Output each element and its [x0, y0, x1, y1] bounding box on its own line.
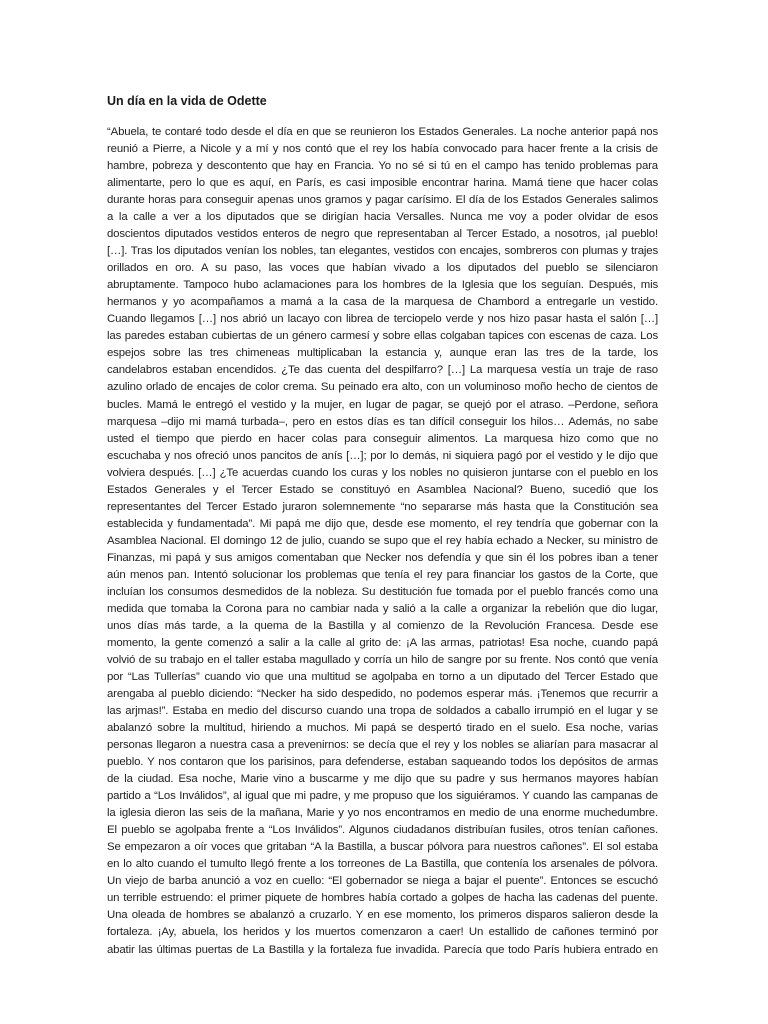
body-line: pueblo. Y nos contaron que los parisinos, para defenderse, estaban saqueando todos los depósitos de armas	[107, 756, 658, 769]
body-line: Se empezaron a oír voces que gritaban “A la Bastilla, a buscar pólvora para nuestros cañones”. El sol estaba	[107, 841, 658, 854]
body-line: escuchaba y nos ofreció unos pancitos de anís […]; por lo demás, ni siquiera pagó por el vestido y le dijo que	[107, 449, 658, 462]
body-line: volviera después. […] ¿Te acuerdas cuando los curas y los nobles no quisieron juntarse con el pueblo en los	[107, 466, 658, 479]
body-line: la iglesia dieron las seis de la mañana, Marie y yo nos encontramos en medio de una enorme muchedumbre.	[107, 807, 658, 820]
body-line: Asamblea Nacional. El domingo 12 de julio, cuando se supo que el rey había echado a Necker, su ministro de	[107, 534, 658, 547]
document-body	[107, 124, 658, 959]
body-line: Finanzas, mi papá y sus amigos comentaban que Necker nos defendía y que sin él los pobres iban a tener	[107, 551, 658, 564]
body-line: reunió a Pierre, a Nicole y a mí y nos contó que el rey los había convocado para hacer frente a la crisis de	[107, 143, 658, 156]
body-line: Un viejo de barba anunció a voz en cuello: “El gobernador se niega a bajar el puente”. Entonces se escuchó	[107, 875, 658, 888]
body-line: personas llegaron a nuestra casa a prevenirnos: se decía que el rey y los nobles se aliarían para masacrar al	[107, 739, 658, 752]
body-line: marquesa –dijo mi mamá turbada–, pero en estos días es tan difícil conseguir los hilos… Además, no sabe	[107, 415, 658, 428]
body-line: Cuando llegamos […] nos abrió un lacayo con librea de terciopelo verde y nos hizo pasar hasta el salón […]	[107, 313, 658, 326]
body-line: medida que tomaba la Corona para no cambiar nada y salió a la calle a organizar la rebelión que dio lugar,	[107, 602, 658, 615]
body-line: abruptamente. Tampoco hubo aclamaciones para los hombres de la Iglesia que los seguían. Después, mis	[107, 279, 658, 292]
body-line: fortaleza. ¡Ay, abuela, los heridos y los muertos comenzaron a caer! Un estallido de cañones terminó por	[107, 926, 658, 939]
body-line: por “Las Tullerías” cuando vio que una multitud se agolpaba en torno a un diputado del Tercer Estado que	[107, 671, 658, 683]
body-line: doscientos diputados vestidos enteros de negro que representaban al Tercer Estado, a nosotros, ¡al pueblo!	[107, 228, 658, 241]
body-line: “Abuela, te contaré todo desde el día en que se reunieron los Estados Generales. La noche anterior papá nos	[107, 126, 658, 138]
body-line: abalanzó sobre la multitud, hiriendo a muchos. Mi papá se despertó tirado en el suelo. Esa noche, varias	[107, 722, 658, 735]
body-line: El pueblo se agolpaba frente a “Los Inválidos”. Algunos ciudadanos distribuían fusiles, otros tenían cañones.	[107, 824, 658, 837]
body-line: incluían los consumos desmedidos de la nobleza. Su destitución fue tomada por el pueblo francés como una	[107, 585, 658, 598]
body-line: Estados Generales y el Tercer Estado se constituyó en Asamblea Nacional? Bueno, sucedió que los	[107, 483, 658, 496]
body-line: en lo alto cuando el tumulto llegó frente a los torreones de La Bastilla, que contenía los arsenales de pólvora.	[107, 858, 658, 871]
body-line: espejos sobre las tres chimeneas multiplicaban la estancia y, aunque eran las tres de la tarde, los	[107, 347, 658, 360]
body-line: azulino orlado de encajes de color crema. Su peinado era alto, con un voluminoso moño hecho de cientos de	[107, 381, 658, 394]
body-line: unos días más tarde, a la quema de la Bastilla y al comienzo de la Revolución Francesa. Desde ese	[107, 619, 658, 632]
body-line: Una oleada de hombres se abalanzó a cruzarlo. Y en ese momento, los primeros disparos salieron desde la	[107, 909, 658, 922]
body-line: representantes del Tercer Estado juraron solemnemente “no separarse más hasta que la Constitución sea	[107, 500, 658, 513]
body-line: momento, la gente comenzó a salir a la calle al grito de: ¡A las armas, patriotas! Esa noche, cuando papá	[107, 636, 658, 649]
body-line: arengaba al pueblo diciendo: “Necker ha sido despedido, no podemos esperar más. ¡Tenemos que recurrir a	[107, 688, 658, 701]
body-line: las arjmas!”. Estaba en medio del discurso cuando una tropa de soldados a caballo irrumpió en el lugar y se	[107, 705, 658, 718]
body-line: hambre, pobreza y descontento que hay en Francia. Yo no sé si tú en el campo has tenido problemas para	[107, 160, 658, 173]
body-line: hermanos y yo acompañamos a mamá a la casa de la marquesa de Chambord a entregarle un vestido.	[107, 296, 658, 309]
body-line: establecida y fundamentada”. Mi papá me dijo que, desde ese momento, el rey tendría que gobernar con la	[107, 517, 658, 530]
body-line: alimentarte, pero lo que es aquí, en París, es casi imposible encontrar harina. Mamá tiene que hacer colas	[107, 177, 658, 190]
body-line: volvió de su trabajo en el taller estaba magullado y corría un hilo de sangre por su frente. Nos contó que venía	[107, 653, 658, 666]
body-line: candelabros estaban encendidos. ¿Te das cuenta del despilfarro? […] La marquesa vestía un traje de raso	[107, 364, 658, 377]
body-line: un terrible estruendo: el primer piquete de hombres había cortado a golpes de hacha las cadenas del puente.	[107, 892, 658, 905]
body-line: orillados en oro. A su paso, las voces que habían vivado a los diputados del pueblo se silenciaron	[107, 262, 658, 275]
body-line: las paredes estaban cubiertas de un género carmesí y sobre ellas colgaban tapices con escenas de caza. Los	[107, 330, 658, 343]
body-line: de la ciudad. Esa noche, Marie vino a buscarme y me dijo que su padre y sus hermanos mayores habían	[107, 773, 658, 786]
body-line: usted el tiempo que pierdo en hacer colas para conseguir alimentos. La marquesa hizo como que no	[107, 432, 658, 445]
body-line: a la calle a ver a los diputados que se dirigían hacia Versalles. Nunca me voy a poder olvidar de esos	[107, 211, 658, 224]
document-title: Un día en la vida de Odette	[107, 94, 267, 108]
body-line: aún menos pan. Intentó solucionar los problemas que tenía el rey para financiar los gastos de la Corte, que	[107, 568, 658, 581]
body-line: durante horas para conseguir apenas unos gramos y pagar carísimo. El día de los Estados Generales salimos	[107, 194, 658, 207]
body-line: […]. Tras los diputados venían los nobles, tan elegantes, vestidos con encajes, sombreros con plumas y trajes	[107, 245, 658, 258]
body-line: abatir las últimas puertas de La Bastilla y la fortaleza fue invadida. Parecía que todo París hubiera entrado en	[107, 943, 658, 956]
body-line: bucles. Mamá le entregó el vestido y la mujer, en lugar de pagar, se quejó por el atraso. –Perdone, señora	[107, 398, 658, 411]
body-line: partido a “Los Inválidos”, al igual que mi padre, y me propuso que los siguiéramos. Y cuando las campanas de	[107, 790, 658, 803]
